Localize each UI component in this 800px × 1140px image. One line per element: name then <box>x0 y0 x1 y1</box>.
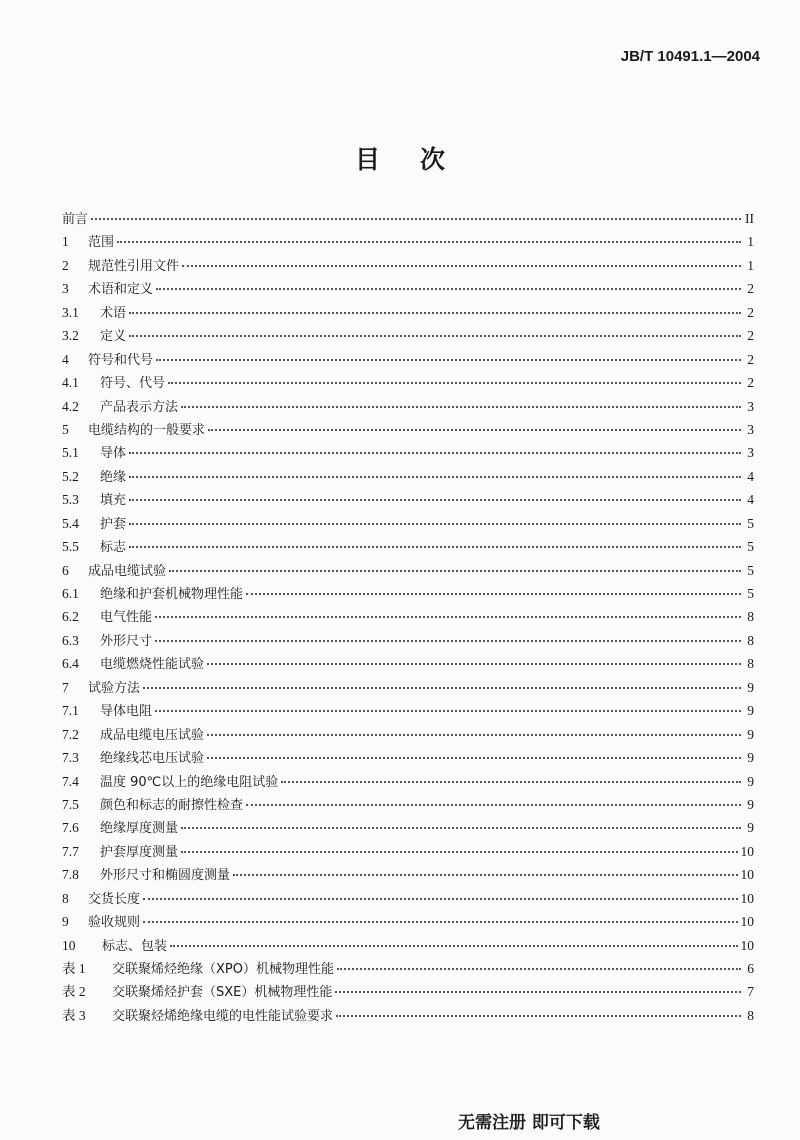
dot-leader <box>129 499 741 501</box>
toc-entry <box>62 957 754 980</box>
toc-entry <box>62 629 754 652</box>
toc-entry <box>62 934 754 957</box>
toc-entry <box>62 301 754 324</box>
toc-entry-number: 7.2 <box>62 726 79 742</box>
toc-entry-title: 定义 <box>100 329 127 345</box>
toc-entry-title: 符号和代号 <box>88 352 154 368</box>
dot-leader <box>129 476 741 478</box>
toc-entry-title: 颜色和标志的耐擦性检查 <box>100 797 244 813</box>
page-title: 目次 <box>354 145 485 174</box>
toc-entry-title: 标志 <box>100 540 127 556</box>
toc-entry-title: 成品电缆试验 <box>88 563 167 579</box>
toc-entry-number: 5.4 <box>62 515 79 531</box>
toc-entry-page: 2 <box>747 281 754 297</box>
dot-leader <box>169 570 741 572</box>
toc-entry <box>62 676 754 699</box>
toc-entry-number: 6.1 <box>62 586 79 601</box>
toc-entry-page: 2 <box>747 351 754 367</box>
toc-entry-page: 2 <box>747 328 754 344</box>
toc-entry <box>62 512 754 535</box>
toc-entry-title: 温度 90℃以上的绝缘电阻试验 <box>100 774 279 790</box>
toc-entry-number: 4.2 <box>62 398 79 414</box>
toc-entry-page: 2 <box>747 375 754 391</box>
toc-entry <box>62 723 754 746</box>
toc-entry-number: 4.1 <box>62 375 79 391</box>
toc-entry <box>62 465 754 488</box>
dot-leader <box>335 991 741 993</box>
toc-entry <box>62 371 754 394</box>
dot-leader <box>155 616 741 618</box>
dot-leader <box>129 523 741 525</box>
toc-entry <box>62 207 754 230</box>
toc-entry-number: 6 <box>62 562 69 578</box>
toc-entry-number: 5.2 <box>62 468 79 484</box>
toc-entry-number: 6.2 <box>62 609 79 625</box>
toc-entry-number: 5.1 <box>62 445 79 461</box>
toc-entry-page: 10 <box>740 937 754 953</box>
toc-entry-page: 10 <box>740 843 754 859</box>
toc-entry <box>62 699 754 722</box>
dot-leader <box>246 804 741 806</box>
toc-entry <box>62 1004 754 1027</box>
dot-leader <box>181 827 741 829</box>
toc-entry <box>62 488 754 511</box>
toc-entry <box>62 816 754 839</box>
dot-leader <box>155 640 741 642</box>
toc-entry-number: 8 <box>62 890 69 906</box>
toc-entry <box>62 441 754 464</box>
dot-leader <box>207 663 741 665</box>
toc-entry-title: 电气性能 <box>100 610 153 626</box>
dot-leader <box>207 757 741 759</box>
toc-entry-page: 1 <box>747 257 754 273</box>
dot-leader <box>143 921 737 923</box>
toc-entry-title: 护套厚度测量 <box>100 844 179 860</box>
toc-entry-title: 成品电缆电压试验 <box>100 727 205 743</box>
toc-entry-title: 绝缘和护套机械物理性能 <box>100 587 244 602</box>
toc-entry-number: 7.4 <box>62 773 79 789</box>
dot-leader <box>129 335 741 337</box>
toc-entry-page: 9 <box>747 750 754 766</box>
toc-entry-number: 7.6 <box>62 820 79 836</box>
toc-entry <box>62 652 754 675</box>
toc-entry-number: 7 <box>62 679 69 695</box>
toc-entry-title: 导体电阻 <box>100 704 153 720</box>
toc-entry-number: 7.5 <box>62 796 79 812</box>
toc-entry <box>62 418 754 441</box>
dot-leader <box>143 898 737 900</box>
dot-leader <box>117 241 741 243</box>
toc-entry-page: 9 <box>747 796 754 812</box>
dot-leader <box>91 218 741 220</box>
toc-entry-title: 导体 <box>100 446 127 462</box>
toc-entry-title: 术语和定义 <box>88 282 154 298</box>
toc-entry-title: 绝缘 <box>100 469 127 485</box>
toc-entry-page: 3 <box>747 398 754 414</box>
table-of-contents <box>62 207 754 1027</box>
toc-entry-page: 9 <box>747 820 754 836</box>
toc-entry-title: 外形尺寸和椭圆度测量 <box>100 868 231 884</box>
dot-leader <box>281 781 741 783</box>
toc-entry-page: 6 <box>747 961 754 976</box>
toc-entry-page: 5 <box>747 515 754 531</box>
dot-leader <box>181 851 737 853</box>
toc-entry <box>62 887 754 910</box>
dot-leader <box>156 288 741 290</box>
toc-entry-page: 9 <box>747 703 754 719</box>
toc-entry-title: 术语 <box>100 305 127 321</box>
toc-entry-page: 10 <box>740 867 754 883</box>
toc-entry-title: 交联聚烯烃绝缘（XPO）机械物理性能 <box>112 962 334 977</box>
toc-entry-title: 范围 <box>88 235 115 251</box>
toc-entry <box>62 980 754 1003</box>
toc-entry-page: 8 <box>747 1007 754 1023</box>
toc-entry-number: 5.5 <box>62 539 79 555</box>
toc-entry-page: II <box>745 211 754 226</box>
toc-entry <box>62 770 754 793</box>
toc-entry-title: 绝缘厚度测量 <box>100 821 179 837</box>
toc-entry-page: 8 <box>747 656 754 672</box>
toc-entry-title: 规范性引用文件 <box>88 258 180 274</box>
toc-entry-number: 9 <box>62 914 69 930</box>
toc-entry-page: 4 <box>747 468 754 484</box>
toc-entry-page: 10 <box>740 890 754 906</box>
toc-entry-number: 表 3 <box>62 1007 86 1023</box>
toc-entry-page: 3 <box>747 445 754 461</box>
toc-entry <box>62 324 754 347</box>
toc-entry <box>62 277 754 300</box>
toc-entry <box>62 605 754 628</box>
toc-entry <box>62 395 754 418</box>
toc-entry <box>62 559 754 582</box>
toc-entry-number: 7.7 <box>62 843 79 859</box>
toc-entry-page: 9 <box>747 726 754 742</box>
dot-leader <box>182 265 741 267</box>
toc-entry-page: 5 <box>747 586 754 601</box>
dot-leader <box>129 452 741 454</box>
toc-entry-title: 前言 <box>62 212 89 227</box>
toc-entry-page: 5 <box>747 539 754 555</box>
toc-entry-number: 6.3 <box>62 632 79 648</box>
toc-entry-number: 7.1 <box>62 703 79 719</box>
dot-leader <box>336 1015 741 1017</box>
toc-entry-page: 7 <box>747 984 754 1000</box>
toc-entry-title: 外形尺寸 <box>100 633 153 649</box>
toc-entry-number: 3.1 <box>62 304 79 320</box>
standard-number: JB/T 10491.1—2004 <box>620 48 760 65</box>
toc-entry-number: 3.2 <box>62 328 79 344</box>
toc-entry-title: 试验方法 <box>88 680 141 696</box>
dot-leader <box>207 734 741 736</box>
dot-leader <box>143 687 741 689</box>
toc-entry-page: 4 <box>747 492 754 508</box>
toc-entry <box>62 348 754 371</box>
toc-entry-title: 电缆燃烧性能试验 <box>100 657 205 673</box>
toc-entry-title: 护套 <box>100 516 127 532</box>
toc-entry <box>62 254 754 277</box>
toc-entry-number: 5.3 <box>62 492 79 508</box>
toc-entry <box>62 582 754 605</box>
dot-leader <box>208 429 741 431</box>
toc-entry-number: 3 <box>62 281 69 297</box>
toc-entry-title: 电缆结构的一般要求 <box>88 422 206 438</box>
toc-entry-number: 4 <box>62 351 69 367</box>
toc-entry <box>62 535 754 558</box>
toc-entry-title: 交联聚烃烯绝缘电缆的电性能试验要求 <box>112 1008 334 1024</box>
toc-entry-page: 3 <box>747 421 754 437</box>
toc-entry-page: 9 <box>747 679 754 695</box>
toc-entry-title: 填充 <box>100 493 127 509</box>
toc-entry-title: 产品表示方法 <box>100 399 179 415</box>
toc-entry-number: 10 <box>62 937 76 953</box>
download-note: 无需注册 即可下载 <box>458 1113 600 1133</box>
toc-entry-number: 7.8 <box>62 867 79 883</box>
toc-entry-number: 7.3 <box>62 750 79 766</box>
toc-entry-page: 8 <box>747 632 754 648</box>
toc-entry-title: 交联聚烯烃护套（SXE）机械物理性能 <box>112 985 333 1001</box>
dot-leader <box>181 406 741 408</box>
dot-leader <box>233 874 737 876</box>
toc-entry <box>62 840 754 863</box>
dot-leader <box>129 546 741 548</box>
toc-entry-title: 交货长度 <box>88 891 141 907</box>
toc-entry-page: 5 <box>747 562 754 578</box>
dot-leader <box>337 968 741 970</box>
toc-entry-number: 表 2 <box>62 984 86 1000</box>
toc-entry-page: 8 <box>747 609 754 625</box>
toc-entry <box>62 230 754 253</box>
toc-entry-title: 标志、包装 <box>102 938 168 954</box>
toc-entry-page: 2 <box>747 304 754 320</box>
dot-leader <box>129 312 741 314</box>
toc-entry <box>62 863 754 886</box>
toc-entry-number: 表 1 <box>62 961 86 976</box>
dot-leader <box>168 382 741 384</box>
dot-leader <box>155 710 741 712</box>
dot-leader <box>156 359 741 361</box>
toc-entry-page: 9 <box>747 773 754 789</box>
toc-entry-number: 2 <box>62 257 69 273</box>
toc-entry-number: 5 <box>62 421 69 437</box>
dot-leader <box>170 945 737 947</box>
toc-entry-page: 10 <box>740 914 754 930</box>
toc-entry-page: 1 <box>747 234 754 250</box>
toc-entry <box>62 793 754 816</box>
dot-leader <box>246 593 741 595</box>
toc-entry-title: 符号、代号 <box>100 376 166 392</box>
toc-entry <box>62 910 754 933</box>
toc-entry-number: 6.4 <box>62 656 79 672</box>
toc-entry-title: 绝缘线芯电压试验 <box>100 751 205 767</box>
toc-entry-title: 验收规则 <box>88 915 141 931</box>
toc-entry <box>62 746 754 769</box>
toc-entry-number: 1 <box>62 234 69 250</box>
